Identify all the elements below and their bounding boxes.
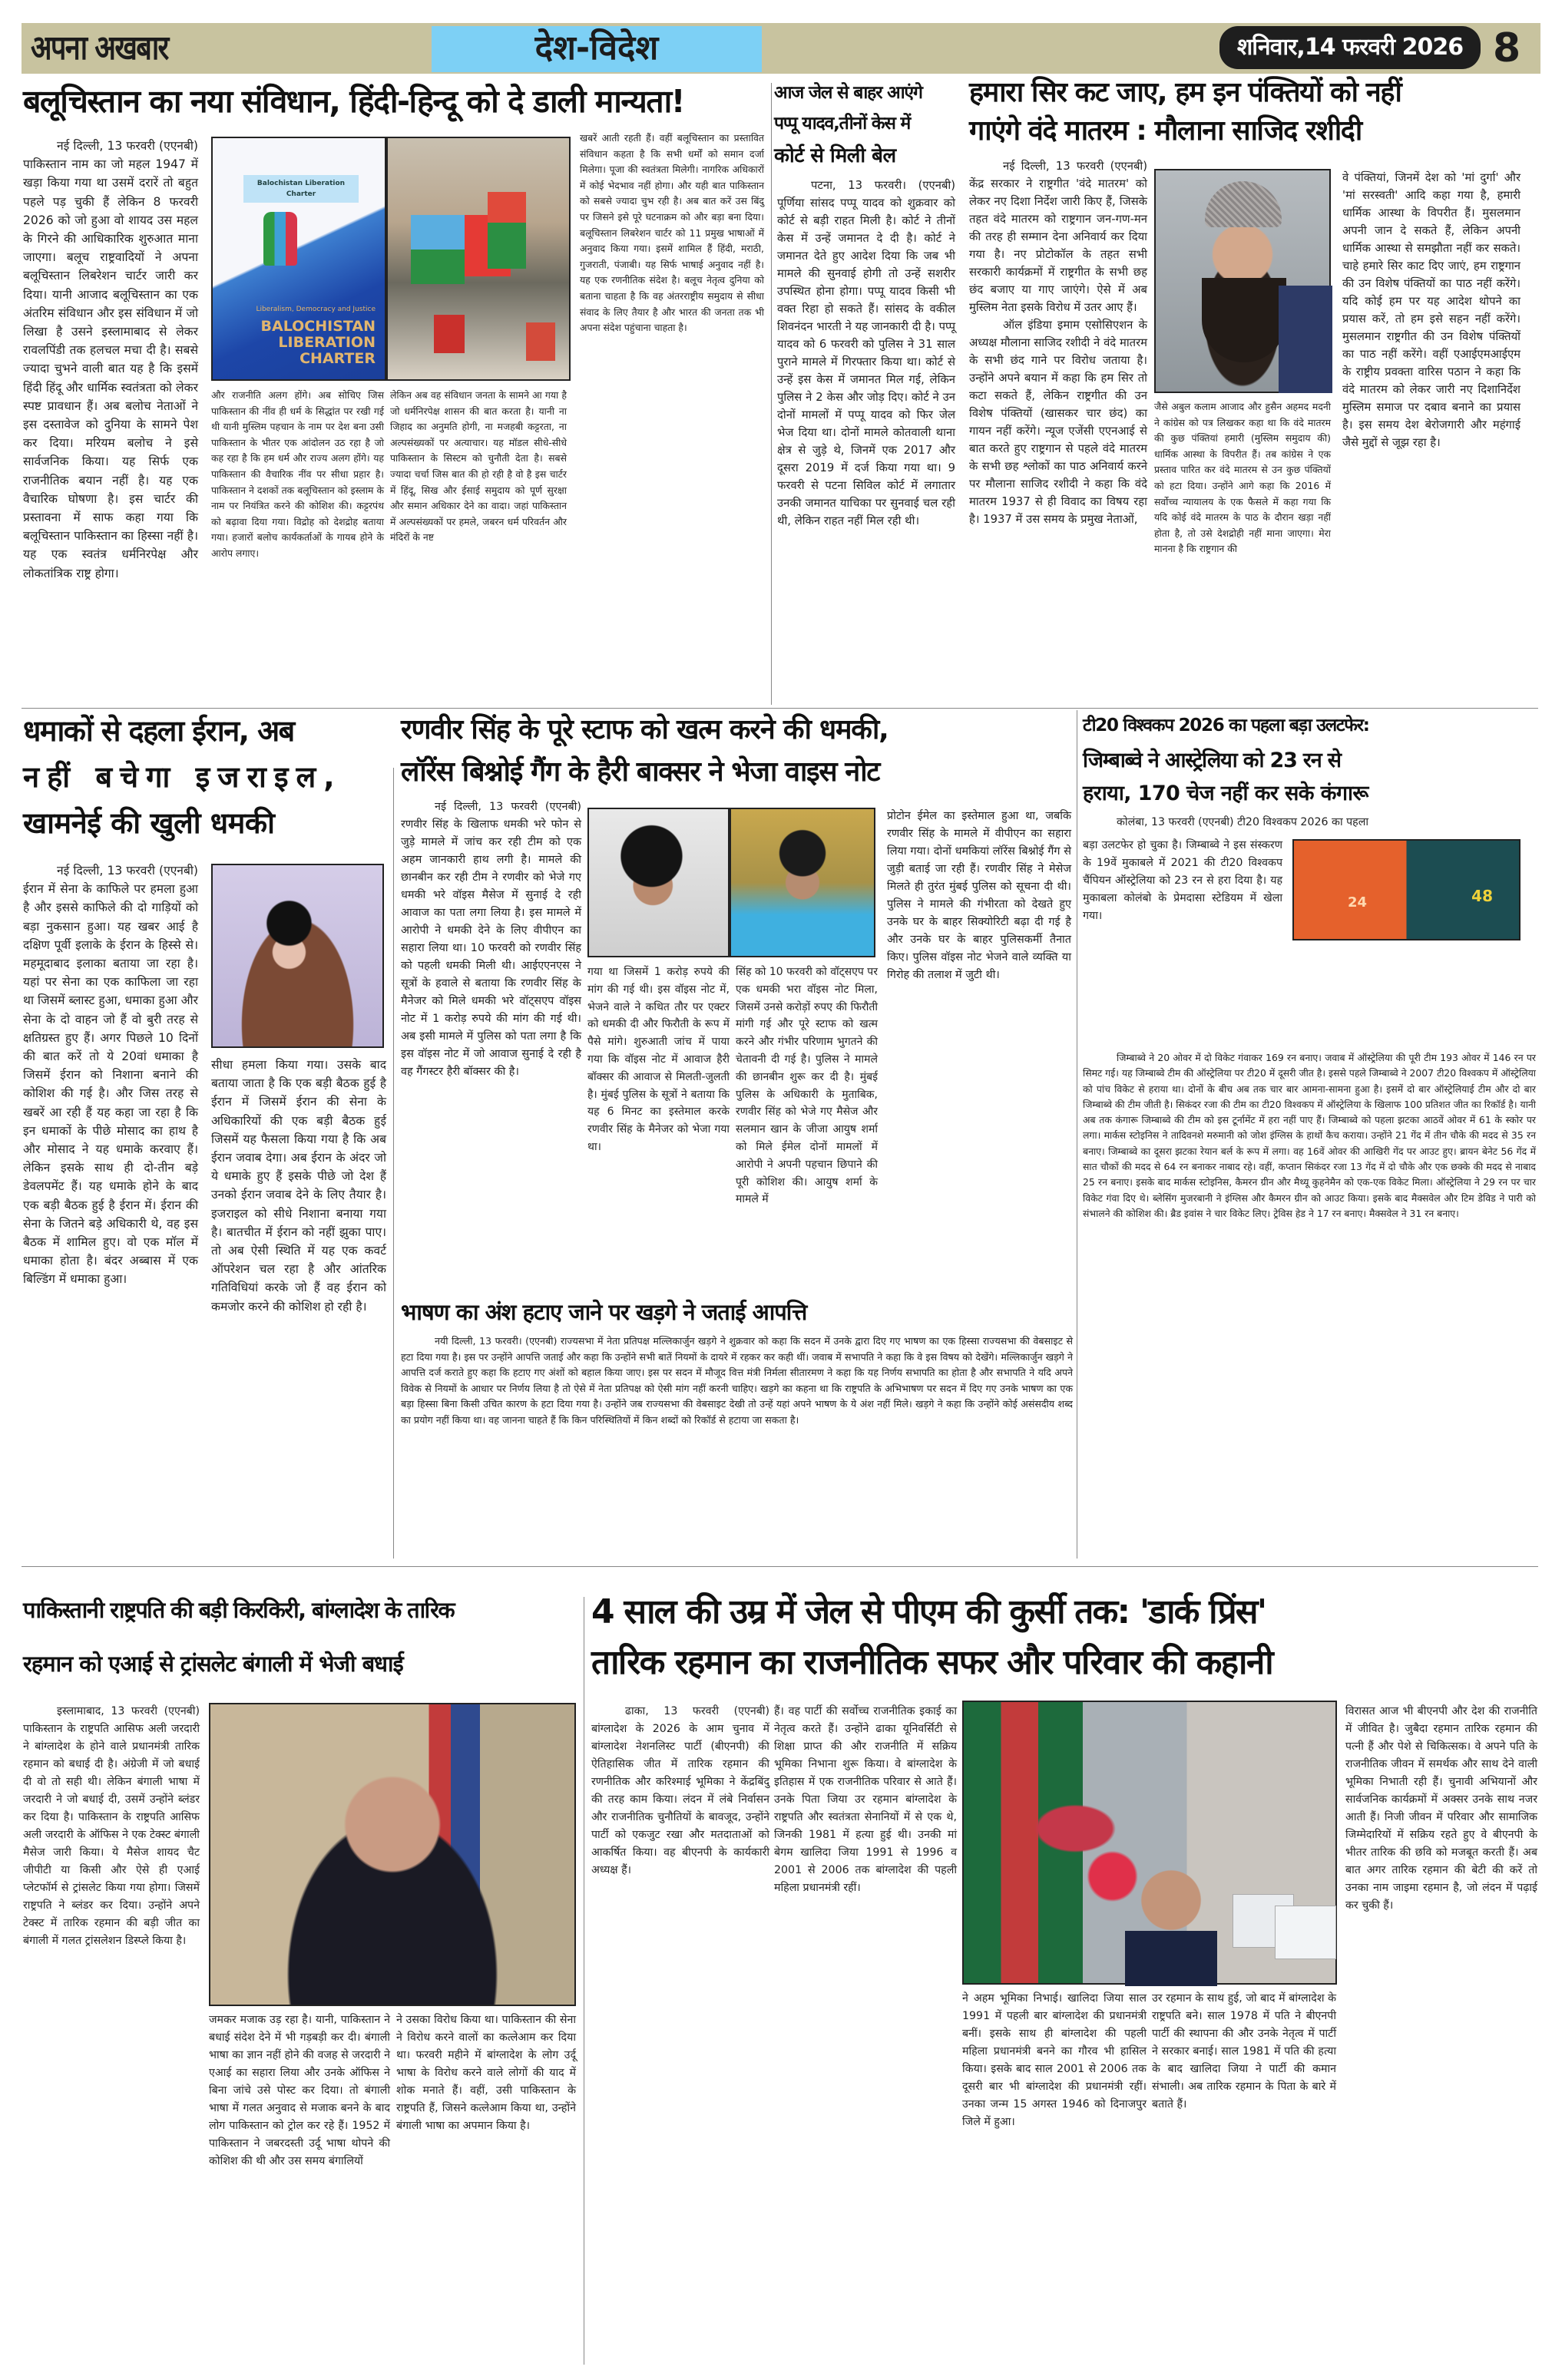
section-divider — [22, 1566, 1538, 1567]
headline-ranveer-line2: लॉरेंस बिश्नोई गैंग के हैरी बाक्सर ने भेजा वाइस नोट — [401, 756, 879, 788]
headline-t20-line1: टी20 विश्वकप 2026 का पहला बड़ा उलटफेर: — [1083, 716, 1369, 735]
body-text: जैसे अबुल कलाम आजाद और हुसैन अहमद मदनी ने कांग्रेस को पत्र लिखकर कहा था कि वंदे मातरम की कुछ पंक्तियां हमारी (मुस्लिम समुदाय की) धार्मिक आस्था के विपरीत हैं। तब कांग्रेस ने एक प्रस्ताव पारित कर वंदे मातरम से उन कुछ पंक्तियों को हटा दिया। उन्होंने आगे कहा कि 2016 में सर्वोच्च न्यायालय के एक फैसले में कहा गया कि यदि कोई वंदे मातरम के पाठ के दौरान खड़ा नहीं होता है, तो उसे देशद्रोही नहीं माना जाएगा। मेरा मानना है कि राष्ट्रगान की — [1154, 401, 1331, 555]
article-pappu — [777, 177, 955, 706]
article-zardari-col2 — [209, 2011, 390, 2363]
headline-pappu-line2: पप्पू यादव,तीनों केस में — [774, 114, 911, 134]
headline-iran-line1: धमाकों से दहला ईरान, अब — [23, 714, 294, 748]
headline-iran-line2: नहीं बचेगा इजराइल, — [23, 760, 342, 794]
body-text: बड़ा उलटफेर हो चुका है। जिम्बाब्वे ने इस संस्करण के 19वें मुकाबले में 2021 की टी20 विश्वकप चैंपियन ऑस्ट्रेलिया को 23 रन से हरा दिया है। यह मुकाबला कोलंबो के प्रेमदासा स्टेडियम में खेला गया। — [1083, 839, 1282, 922]
section-label: देश-विदेश — [432, 26, 762, 72]
article-rashidi-col3 — [1342, 169, 1520, 702]
ballot-box — [1275, 1906, 1336, 1959]
headline-zardari-line1: पाकिस्तानी राष्ट्रपति की बड़ी किरकिरी, बांग्लादेश के तारिक — [23, 1597, 455, 1623]
article-balochistan-col3 — [390, 388, 567, 702]
body-text: ने उसका विरोध किया था। पाकिस्तान की सेना ने विरोध करने वालों का कत्लेआम कर दिया था। फरवरी महीने में बांग्लादेश के लोग उर्दू भाषा के विरोध करने वाले लोगों की याद में शोक मनाते हैं। वहीं, उसी पाकिस्तान के राष्ट्रपति हैं, जिसने कत्लेआम किया था, उन्होंने बंगाली भाषा का अपमान किया है। — [396, 2014, 576, 2132]
dateline: ढाका, 13 फरवरी (एएनबी) — [625, 1705, 769, 1717]
body-text: पाकिस्तान के राष्ट्रपति आसिफ अली जरदारी ने बांग्लादेश के होने वाले प्रधानमंत्री तारिक रहमान को बधाई दी है। अंग्रेजी में जो बधाई दी वो तो सही थी। लेकिन बंगाली भाषा में जरदारी ने जो बधाई दी, उसमें उन्होंने ब्लंडर कर दिया है। पाकिस्तान के राष्ट्रपति आसिफ अली जरदारी के ऑफिस ने एक टेक्स्ट बंगाली मैसेज जारी किया। ये मैसेज शायद चैट जीपीटी या किसी और ऐसे ही एआई प्लेटफॉर्म से ट्रांसलेट किया गया होगा। जिसमें राष्ट्रपति ने ब्लंडर कर दिया। उन्होंने अपने टेक्स्ट में तारिक रहमान की बड़ी जीत का बंगाली में गलत ट्रांसलेशन डिस्प्ले किया है। — [23, 1723, 200, 1947]
dateline: नई दिल्ली, 13 फरवरी (एएनबी) — [57, 139, 198, 153]
article-t20-col1 — [1083, 837, 1282, 1046]
body-text: पूर्णिया सांसद पप्पू यादव को शुक्रवार को कोर्ट से बड़ी राहत मिली है। कोर्ट ने तीनों केस में उन्हें जमानत दे दी है। कोर्ट ने जमानत देते हुए आदेश दिया कि जब भी मामले की सुनवाई होगी तो उन्हें सशरीर उपस्थित होना होगा। पप्पू यादव किसी भी वक्त रिहा हो सकते हैं। सांसद के वकील शिवनंदन भारती ने यह जानकारी दी है। पप्पू यादव को 6 फरवरी को पुलिस ने 31 साल पुराने मामले में गिरफ्तार किया था। कोर्ट से उन्हें इस केस में जमानत मिल गई, लेकिन पुलिस ने 2 केस और जोड़ दिए। कोर्ट ने उन दोनों मामलों में पप्पू यादव को फिर जेल भेज दिया था। दोनों मामले कोतवाली थाना क्षेत्र से जुड़े थे, जिनमें एक 2017 और दूसरा 2019 में दर्ज किया गया था। 9 फरवरी से पटना सिविल कोर्ट में लगातार उनकी जमानत याचिका पर सुनवाई चल रही थी, लेकिन राहत नहीं मिल रही थी। — [777, 197, 955, 527]
headline-tarique-line2: तारिक रहमान का राजनीतिक सफर और परिवार की कहानी — [591, 1643, 1273, 1682]
dateline: नई दिल्ली, 13 फरवरी (एएनबी) — [1003, 160, 1147, 173]
body-text: हैं। वह पार्टी की सर्वोच्च राजनीतिक इकाई का नेतृत्व करते हैं। उन्होंने ढाका यूनिवर्सिटी से शिक्षा प्राप्त की और राजनीति में सक्रिय भूमिका निभाना शुरू किया। वे बांग्लादेश के इतिहास में एक राजनीतिक परिवार से आते हैं। उनके पिता जिया उर रहमान बांग्लादेश के राष्ट्रपति और स्वतंत्रता सेनानियों में से एक थे, जिनकी 1981 में हत्या हुई थी। उनकी मां बेगम खालिदा जिया 1991 से 1996 व 2001 से 2006 तक बांग्लादेश की पहली महिला प्रधानमंत्री रहीं। — [774, 1705, 957, 1894]
article-ranveer-col4 — [887, 808, 1071, 1291]
body-text: गया था जिसमें 1 करोड़ रुपये की मांग की गई थी। इस वॉइस नोट में, भेजने वाले ने कथित तौर पर एक्टर को धमकी दी और फिरौती के रूप में पैसे मांगे। शुरुआती जांच में पाया गया कि वॉइस नोट में आवाज हैरी बॉक्सर की आवाज से मिलती-जुलती है। मुंबई पुलिस के सूत्रों ने बताया कि यह 6 मिनट का इस्तेमाल करके रणवीर सिंह के मैनेजर को भेजा गया था। — [587, 966, 730, 1153]
headline-rashidi-line1: हमारा सिर कट जाए, हम इन पंक्तियों को नहीं — [969, 77, 1401, 108]
body-text: लेकिन अब वह संविधान जनता के सामने आ गया है जो धर्मनिरपेक्ष शासन की बात करता है। यानी ना जिहाद का अनुमति होगी, ना मजहबी कट्टरता, ना अल्पसंख्यकों पर अत्याचार। यह मॉडल सीधे-सीधे पाकिस्तान के सिस्टम को चुनौती देता है। सबसे ज्यादा चर्चा जिस बात की हो रही है वो है इस चार्टर में हिंदू, सिख और ईसाई समुदाय को पूर्ण सुरक्षा और समान अधिकार देने का वादा। जहां पाकिस्तान में अल्पसंख्यकों पर हमले, जबरन धर्म परिवर्तन और मंदिरों के नष्ट — [390, 389, 567, 544]
banner-shape — [526, 322, 555, 361]
photo-lawrence-bishnoi — [730, 808, 875, 957]
body-text: सीधा हमला किया गया। उसके बाद बताया जाता है कि एक बड़ी बैठक हुई है ईरान में जिसमें ईरान की सेना के अधिकारियों की एक बड़ी बैठक हुई जिसमें यह फैसला किया गया है कि अब ईरान जवाब देगा। अब ईरान के अंदर जो ये धमाके हुए हैं इसके पीछे जो देश हैं उनको ईरान जवाब देने के लिए तैयार है। इजराइल को सीधे निशाना बनाया गया है। बातचीत में ईरान को नहीं झुका पाए। तो अब ऐसी स्थिति में यह एक कवर्ट ऑपरेशन चल रहा है और आंतरिक गतिविधियां करके जो हैं वह ईरान को कमजोर करने की कोशिश हो रही है। — [211, 1058, 386, 1314]
article-iran-col1 — [23, 861, 198, 1556]
headline-rashidi-line2: गाएंगे वंदे मातरम : मौलाना साजिद रशीदी — [969, 115, 1362, 147]
banner-shape — [434, 315, 465, 353]
body-text: विरासत आज भी बीएनपी और देश की राजनीति में जीवित है। जुबैदा रहमान तारिक रहमान की पत्नी हैं और पेशे से चिकित्सक। वे अपने पति के राजनीतिक जीवन में समर्थक और साथ देने वाली भूमिका निभाती रही हैं। चुनावी अभियानों और सार्वजनिक कार्यक्रमों में अक्सर उनके साथ नजर आती हैं। निजी जीवन में परिवार और सामाजिक जिम्मेदारियों में सक्रिय रहते हुए वे बीएनपी के भीतर तारिक की छवि को मजबूत करती हैं। अब बात अगर तारिक रहमान की बेटी की करें तो उनका नाम जाइमा रहमान है, जो लंदन में पढ़ाई कर चुकी हैं। — [1345, 1705, 1537, 1912]
photo-balochistan-charter — [211, 137, 386, 381]
article-zardari-col1 — [23, 1703, 200, 2363]
body-text: जमकर मजाक उड़ रहा है। यानी, पाकिस्तान ने बधाई संदेश देने में भी गड़बड़ी कर दी। बंगाली भाषा का ज्ञान नहीं होने की वजह से जरदारी ने एआई का सहारा लिया और उनके ऑफिस ने बिना जांचे उसे पोस्ट कर दिया। तो बंगाली भाषा में गलत अनुवाद से मजाक बनने के बाद लोग पाकिस्तान को ट्रोल कर रहे हैं। 1952 में पाकिस्तान ने जबरदस्ती उर्दू भाषा थोपने की कोशिश की थी और उस समय बंगालियों — [209, 2014, 390, 2167]
photo-sajid-rashidi — [1154, 169, 1331, 393]
body-text: बांग्लादेश के 2026 के आम चुनाव में बांग्लादेश नेशनलिस्ट पार्टी (बीएनपी) की ऐतिहासिक जीत में तारिक रहमान की रणनीतिक और करिश्माई भूमिका ने केंद्रबिंदु की तरह काम किया। लंदन में लंबे निर्वासन और राजनीतिक चुनौतियों के बावजूद, उन्होंने पार्टी को एकजुट रखा और मतदाताओं को आकर्षित किया। वह बीएनपी के कार्यकारी अध्यक्ष हैं। — [591, 1723, 769, 1876]
body-text: उर रहमान के साथ हुई, जो बाद में बांग्लादेश के राष्ट्रपति बने। साल 1978 में पति ने बीएनपी पार्टी की स्थापना की और उनके नेतृत्व में पार्टी ने सरकार बनाई। साल 1981 में पति की हत्या के बाद खालिदा जिया ने पार्टी की कमान संभाली। अब तारिक रहमान के पिता के बारे में बताते हैं। — [1152, 1992, 1336, 2111]
dateline: नयी दिल्ली, 13 फरवरी। (एएनबी) — [435, 1335, 558, 1347]
article-tarique-col2 — [774, 1703, 957, 2363]
photo-asif-ali-zardari — [209, 1703, 576, 2006]
jersey-number: 24 — [1348, 894, 1368, 911]
body-text: जिम्बाब्वे ने 20 ओवर में दो विकेट गंवाकर 169 रन बनाए। जवाब में ऑस्ट्रेलिया की पूरी टीम 193 ओवर में 146 रन पर सिमट गई। यह जिम्बाब्वे टीम की ऑस्ट्रेलिया पर टी20 में दूसरी जीत है। इससे पहले जिम्बाब्वे ने 2007 टी20 विश्वकप में ऑस्ट्रेलिया को पांच विकेट से हराया था। दोनों के बीच अब तक चार बार आमना-सामना हुआ है। इसमें दो बार ऑस्ट्रेलियाई टीम और दो बार जिम्बाब्वे की टीम जीती है। सिकंदर रजा की टीम का टी20 विश्वकप में ऑस्ट्रेलिया के खिलाफ 100 प्रतिशत जीत का रिकॉर्ड है। यानी अब तक कंगारू जिम्बाब्वे की टीम को इस टूर्नामेंट में हरा नहीं पाए हैं। जिम्बाब्वे को पहला झटका आठवें ओवर में 61 के स्कोर पर लगा। मार्कस स्टोइनिस ने तादिवनशे मरुमानी को जोश इंग्लिस के हाथों कैच कराया। उन्होंने 21 गेंद में तीन चौके की मदद से 35 रन बनाए। जिम्बाब्वे का दूसरा झटका रेयान बर्ल के रूप में लगा। वह 16वें ओवर की आखिरी गेंद पर आउट हुए। ब्रायन बेनेट 56 गेंद में सात चौकों की मदद से 64 रन बनाकर नाबाद रहे। वहीं, कप्तान सिकंदर रजा 13 गेंद में दो चौके और एक छक्के की मदद से नाबाद 25 रन बनाए। इसके बाद मार्कस स्टोइनिस, कैमरन ग्रीन और मैथ्यू कुहनेमैन को एक-एक विकेट मिला। ऑस्ट्रेलिया ने 29 रन पर चार विकेट गंवा दिए थे। ब्लेसिंग मुजरबानी ने इंग्लिस और कैमरन ग्रीन को आउट किया। इसके बाद मैक्सवेल और टिम डेविड ने पारी को संभालने की कोशिश की। ब्रैड इवांस ने चार विकेट लिए। ट्रेविस हेड ने 17 रन बनाए। मैक्सवेल ने 31 रन बनाए। — [1083, 1052, 1536, 1219]
person-shape — [1125, 1863, 1217, 1986]
article-t20-lead — [1083, 814, 1536, 832]
body-text: खबरें आती रहती हैं। वहीं बलूचिस्तान का प्रस्तावित संविधान कहता है कि सभी धर्मों को समान दर्जा मिलेगा। पूजा की स्वतंत्रता मिलेगी। नागरिक अधिकारों में कोई भेदभाव नहीं होगा। और यही बात पाकिस्तान को सबसे ज्यादा चुभ रही है। अब बात करें उस बिंदु पर जिसने इसे पूरे घटनाक्रम को और बड़ा बना दिया। बलूचिस्तान लिबरेशन चार्टर को 11 प्रमुख भाषाओं में अनुवाद किया गया। इसमें शामिल हैं हिंदी, मराठी, गुजराती, पंजाबी। यह सिर्फ भाषाई अनुवाद नहीं है। यह एक रणनीतिक संदेश है। बलूच नेतृत्व दुनिया को बताना चाहता है कि वह अंतरराष्ट्रीय समुदाय से सीधा संवाद के लिए तैयार है और भारत की जनता तक भी अपना संदेश पहुंचाना चाहता है। — [580, 132, 764, 334]
photo-text-charter-title: Balochistan Liberation Charter — [243, 175, 359, 203]
article-rashidi-col2 — [1154, 399, 1331, 702]
body-text: और राजनीति अलग होंगे। अब सोचिए जिस पाकिस्तान की नींव ही धर्म के सिद्धांत पर रखी गई थी यानी मुस्लिम पहचान के नाम पर देश बना उसी पाकिस्तान के भीतर एक आंदोलन उठ रहा है जो कह रहा है कि हम धर्म और राज्य अलग होंगे। यह पाकिस्तान की वैचारिक नींव पर सीधा प्रहार है। पाकिस्तान ने दशकों तक बलूचिस्तान को इस्लाम के नाम पर नियंत्रित करने की कोशिश की। कट्टरपंथ को बढ़ावा दिया गया। विद्रोह को देशद्रोह बताया गया। हजारों बलोच कार्यकर्ताओं के गायब होने के आरोप लगाए। — [211, 389, 384, 559]
dateline: कोलंबा, 13 फरवरी (एएनबी) — [1117, 816, 1234, 828]
headline-iran-line3: खामनेई की खुली धमकी — [23, 806, 275, 840]
body-text: राज्यसभा में नेता प्रतिपक्ष मल्लिकार्जुन खड़गे ने शुक्रवार को कहा कि सदन में उनके द्वारा दिए गए भाषण का एक हिस्सा राज्यसभा की वेबसाइट से हटा दिया गया है। इस पर उन्होंने आपत्ति जताई और कहा कि उन्होंने सभी बातें नियमों के दायरे में रहकर कर कही थीं। जवाब में सभापति ने कहा कि वे इस विषय को देखेंगे। मल्लिकार्जुन खड़गे ने आपत्ति दर्ज कराते हुए कहा कि हटाए गए अंशों को बहाल किया जाए। इस पर सदन में मौजूद वित्त मंत्री निर्मला सीतारमण ने कहा कि यह निर्णय सभापति का होता है और सभापति ने यदि अपने विवेक से नियमों के आधार पर निर्णय लिया है तो ऐसे में नेता प्रतिपक्ष को ऐसी मांग नहीं करनी चाहिए। खड़गे का कहना था कि राष्ट्रपति के अभिभाषण पर सदन में दिए गए उनके भाषण का एक बड़ा हिस्सा बिना किसी उचित कारण के हटा दिया गया है। उन्होंने जब राज्यसभा की वेबसाइट देखी तो उन्हें यहां अपने भाषण के ये अंश नहीं मिले। खड़गे ने कहा कि उन्होंने कोई असंसदीय शब्द का प्रयोग नहीं किया था। वह जानना चाहते हैं कि किन परिस्थितियों में किन शब्दों को रिकॉर्ड से हटाया जा सकता है। — [401, 1335, 1073, 1426]
issue-date: शनिवार,14 फरवरी 2026 — [1219, 26, 1481, 69]
article-tarique-col4 — [1152, 1990, 1336, 2363]
vest-shape — [1279, 286, 1332, 393]
headline-zardari-line2: रहमान को एआई से ट्रांसलेट बंगाली में भेजी बधाई — [23, 1651, 403, 1677]
photo-tarique-rahman — [962, 1701, 1337, 1985]
article-balochistan-col2 — [211, 388, 384, 702]
column-divider — [771, 83, 772, 705]
photo-zim-vs-aus — [1292, 839, 1520, 940]
column-divider — [393, 768, 394, 1559]
headline-balochistan: बलूचिस्तान का नया संविधान, हिंदी-हिन्दू को दे डाली मान्यता! — [23, 83, 684, 120]
headline-t20-line2: जिम्बाब्वे ने आस्ट्रेलिया को 23 रन से — [1083, 749, 1341, 772]
fist-graphic — [263, 212, 297, 266]
cap-shape — [1205, 181, 1282, 227]
beard-shape — [1202, 278, 1286, 362]
photo-khamenei — [211, 864, 384, 1048]
photo-text-subtitle: Liberalism, Democracy and Justice — [256, 306, 376, 313]
article-zardari-col3 — [396, 2011, 576, 2363]
body-text: रणवीर सिंह के खिलाफ धमकी भरे फोन से जुड़े मामले में जांच कर रही टीम को एक अहम जानकारी हाथ लगी है। मामले की छानबीन कर रही टीम ने रणवीर को भेजे गए धमकी भरे वॉइस मैसेज में सुनाई दे रही आवाज का पता लगा लिया है। इस मामले में आरोपी ने धमकी देने के लिए वीपीएन का सहारा लिया था। 10 फरवरी को रणवीर सिंह को पहली धमकी मिली थी। आईएएनएस ने सूत्रों के हवाले से बताया कि रणवीर सिंह के मैनेजर को मिले धमकी भरे वॉट्सएप वॉइस नोट में 1 करोड़ रुपये की मांग की गई थी। अब इसी मामले में पुलिस को पता लगा है कि इस वॉइस नोट में जो आवाज सुनाई दे रही है वह गैंगस्टर हैरी बॉक्सर की है। — [401, 818, 581, 1078]
body-text: केंद्र सरकार ने राष्ट्रगीत 'वंदे मातरम' को लेकर नए दिशा निर्देश जारी किए हैं, जिसके तहत वंदे मातरम को राष्ट्रगान जन-गण-मन की तरह ही सम्मान देना अनिवार्य कर दिया गया है। नए प्रोटोकॉल के तहत सभी सरकारी कार्यक्रमों में राष्ट्रगीत के सभी छह छंद बजाए या गाए जाएंगे। ऐसे में अब मुस्लिम नेता इसके विरोध में उतर आए हैं। — [969, 177, 1147, 314]
section-divider — [22, 708, 1538, 709]
newspaper-brand: अपना अखबार — [31, 28, 168, 68]
body-text: वे पंक्तियां, जिनमें देश को 'मां दुर्गा' और 'मां सरस्वती' आदि कहा गया है, हमारी धार्मिक आस्था के विपरीत हैं। मुसलमान अपनी जान दे सकते हैं, लेकिन अपनी धार्मिक आस्था से समझौता नहीं कर सकते। चाहे हमारे सिर काट दिए जाएं, हम राष्ट्रगान की उन विशेष पंक्तियों का पाठ नहीं करेंगे। यदि कोई हम पर यह आदेश थोपने का प्रयास करें, तो हम इसे सहन नहीं करेंगे। मुसलमान राष्ट्रगीत की उन विशेष पंक्तियों का पाठ नहीं करेंगे। वहीं एआईएमआईएम के राष्ट्रीय प्रवक्ता वारिस पठान ने कहा कि वंदे मातरम को लेकर जारी नए दिशानिर्देश मुस्लिम समाज पर दबाव बनाने का प्रयास है। इस समय देश बेरोजगारी और महंगाई जैसे मुद्दों से जूझ रहा है। — [1342, 171, 1520, 449]
body-text: पाकिस्तान नाम का जो महल 1947 में खड़ा किया गया था उसमें दरारें तो बहुत पहले पड़ चुकी हैं लेकिन 8 फरवरी 2026 को जो हुआ वो शायद उस महल के गिरने की आधिकारिक शुरुआत माना जाएगा। बलूच राष्ट्रवादियों ने अपना बलूचिस्तान लिबरेशन चार्टर जारी कर दिया। यानी आजाद बलूचिस्तान का एक अंतरिम संविधान और इस संविधान में जो लिखा है उसने इस्लामाबाद से लेकर रावलपिंडी तक हलचल मचा दी है। सबसे ज्यादा चुभने वाली बात यह है कि इसमें हिंदी हिंदू और धार्मिक स्वतंत्रता को लेकर स्पष्ट प्रावधान हैं। अब बलोच नेताओं ने इस दस्तावेज को दुनिया के सामने पेश कर दिया। मरियम बलोच ने इसे सार्वजनिक किया। यह सिर्फ एक राजनीतिक बयान नहीं है। यह एक वैचारिक घोषणा है। इस चार्टर की प्रस्तावना में साफ कहा गया कि बलूचिस्तान पाकिस्तान का हिस्सा नहीं है। यह एक स्वतंत्र धर्मनिरपेक्ष और लोकतांत्रिक राष्ट्र होगा। — [23, 157, 198, 580]
headline-pappu-line3: कोर्ट से मिली बेल — [774, 144, 896, 167]
article-kharge — [401, 1334, 1073, 1561]
photo-text-stack — [230, 305, 376, 367]
dateline: इस्लामाबाद, 13 फरवरी (एएनबी) — [57, 1705, 200, 1717]
flag-shape — [488, 192, 526, 269]
photo-text-big-title: BALOCHISTAN LIBERATION CHARTER — [260, 318, 376, 367]
flag-shape — [411, 215, 465, 284]
dateline: नई दिल्ली, 13 फरवरी (एएनबी) — [435, 801, 581, 813]
headline-kharge: भाषण का अंश हटाए जाने पर खड़गे ने जताई आपत्ति — [401, 1299, 807, 1325]
masthead — [22, 23, 1540, 74]
article-balochistan-col4 — [580, 131, 764, 702]
jersey-number: 48 — [1471, 887, 1493, 905]
photo-ranveer-singh — [587, 808, 730, 957]
article-iran-col2 — [211, 1056, 386, 1559]
article-rashidi-col1 — [969, 157, 1147, 702]
body-text: टी20 विश्वकप 2026 का पहला — [1237, 816, 1369, 828]
article-ranveer-col1 — [401, 798, 581, 1294]
dateline: नई दिल्ली, 13 फरवरी (एएनबी) — [57, 864, 198, 878]
article-ranveer-col2 — [587, 964, 730, 1294]
body-text: ने अहम भूमिका निभाई। खालिदा जिया साल 1991 में पहली बार बांग्लादेश की प्रधानमंत्री बनीं। इसके साथ ही बांग्लादेश की पहली महिला प्रधानमंत्री बनने का गौरव भी हासिल किया। इसके बाद साल 2001 से 2006 तक दूसरी बार भी बांग्लादेश की प्रधानमंत्री रहीं। उनका जन्म 15 अगस्त 1946 को दिनाजपुर जिले में हुआ। — [962, 1992, 1147, 2128]
body-text: प्रोटोन ईमेल का इस्तेमाल हुआ था, जबकि रणवीर सिंह के मामले में वीपीएन का सहारा लिया गया। दोनों धमकियां लॉरेंस बिश्नोई गैंग से जुड़ी बताई जा रही हैं। रणवीर सिंह ने मेसेज मिलते ही तुरंत मुंबई पुलिस को सूचना दी थी। पुलिस ने मामले की गंभीरता को देखते हुए उनके घर के बाहर सिक्योरिटी बढ़ा दी गई है और उनके घर के बाहर पुलिसकर्मी तैनात किए। पुलिस वॉइस नोट भेजने वाले व्यक्ति या गिरोह की तलाश में जुटी थी। — [887, 810, 1071, 981]
article-balochistan-col1 — [23, 137, 198, 580]
photo-balochistan-rally — [386, 137, 571, 381]
body-text: ईरान में सेना के काफिले पर हमला हुआ है और इससे काफिले की दो गाड़ियों को बड़ा नुकसान हुआ। यह खबर आई है दक्षिण पूर्वी इलाके के ईरान के हिस्से से। महमूदाबाद इलाका बताया जा रहा है। यहां पर सेना का एक काफिला जा रहा था जिसमें ब्लास्ट हुआ, धमाका हुआ और सेना के दो वाहन जो हैं वो बुरी तरह से क्षतिग्रस्त हुए हैं। अगर पिछले 10 दिनों की बात करें तो ये 20वां धमाका है जिसमें ईरान को निशाना बनाने की कोशिश की गई है। और जिस तरह से खबरें आ रही हैं यह कहा जा रहा है कि इन धमाकों के पीछे मोसाद का हाथ है और मोसाद ने यह धमाके करवाए हैं। लेकिन इसके साथ ही दो-तीन बड़े डेवलपमेंट हैं। यह धमाके होने के बाद एक बड़ी बैठक हुई है ईरान में। ईरान की सेना के जितने बड़े अधिकारी थे, वह इस बैठक में शामिल हुए। वो एक मॉल में धमाका होता है। बंदर अब्बास में एक बिल्डिंग में धमाका हुआ। — [23, 882, 198, 1287]
page-number: 8 — [1493, 25, 1521, 71]
headline-pappu-line1: आज जेल से बाहर आएंगे — [774, 83, 922, 103]
headline-ranveer-line1: रणवीर सिंह के पूरे स्टाफ को खत्म करने की धमकी, — [401, 714, 888, 745]
dateline: पटना, 13 फरवरी। (एएनबी) — [811, 179, 955, 192]
body-text: ऑल इंडिया इमाम एसोसिएशन के अध्यक्ष मौलाना साजिद रशीदी ने वंदे मातरम के सभी छंद गाने पर विरोध जताया है। उन्होंने अपने बयान में कहा कि हम सिर तो कटा सकते हैं, लेकिन राष्ट्रगीत की उन विशेष पंक्तियों (खासकर चार छंद) का गायन नहीं करेंगे। न्यूज एजेंसी एएनआई से बात करते हुए राष्ट्रगान से पहले वंदे मातरम के सभी छह श्लोकों का पाठ अनिवार्य करने पर मौलाना साजिद रशीदी ने कहा कि वंदे मातरम 1937 से ही विवाद का विषय रहा है। 1937 में उस समय के प्रमुख नेताओं, — [969, 319, 1147, 526]
article-ranveer-col3 — [736, 964, 878, 1294]
body-text: सिंह को 10 फरवरी को वॉट्सएप पर एक धमकी भरा वॉइस नोट मिला, जिसमें उनसे करोड़ों रुपए की फिरौती मांगी गई और पूरे स्टाफ को खत्म करने और गंभीर परिणाम भुगतने की चेतावनी दी गई है। पुलिस ने मामले की छानबीन शुरू कर दी है। मुंबई पुलिस के अधिकारी के मुताबिक, रणवीर सिंह को भेजे गए मैसेज और सलमान खान के जीजा आयुष शर्मा को मिले ईमेल दोनों मामलों में आरोपी ने अपनी पहचान छिपाने की पूरी कोशिश की। आयुष शर्मा के मामले में — [736, 966, 878, 1206]
article-tarique-col1 — [591, 1703, 769, 2363]
headline-t20-line3: हराया, 170 चेज नहीं कर सके कंगारू — [1083, 782, 1368, 805]
headline-tarique-line1: 4 साल की उम्र में जेल से पीएम की कुर्सी तक: 'डार्क प्रिंस' — [591, 1592, 1266, 1631]
article-tarique-col3 — [962, 1990, 1147, 2363]
article-tarique-col5 — [1345, 1703, 1537, 2363]
article-t20-body — [1083, 1050, 1536, 1559]
